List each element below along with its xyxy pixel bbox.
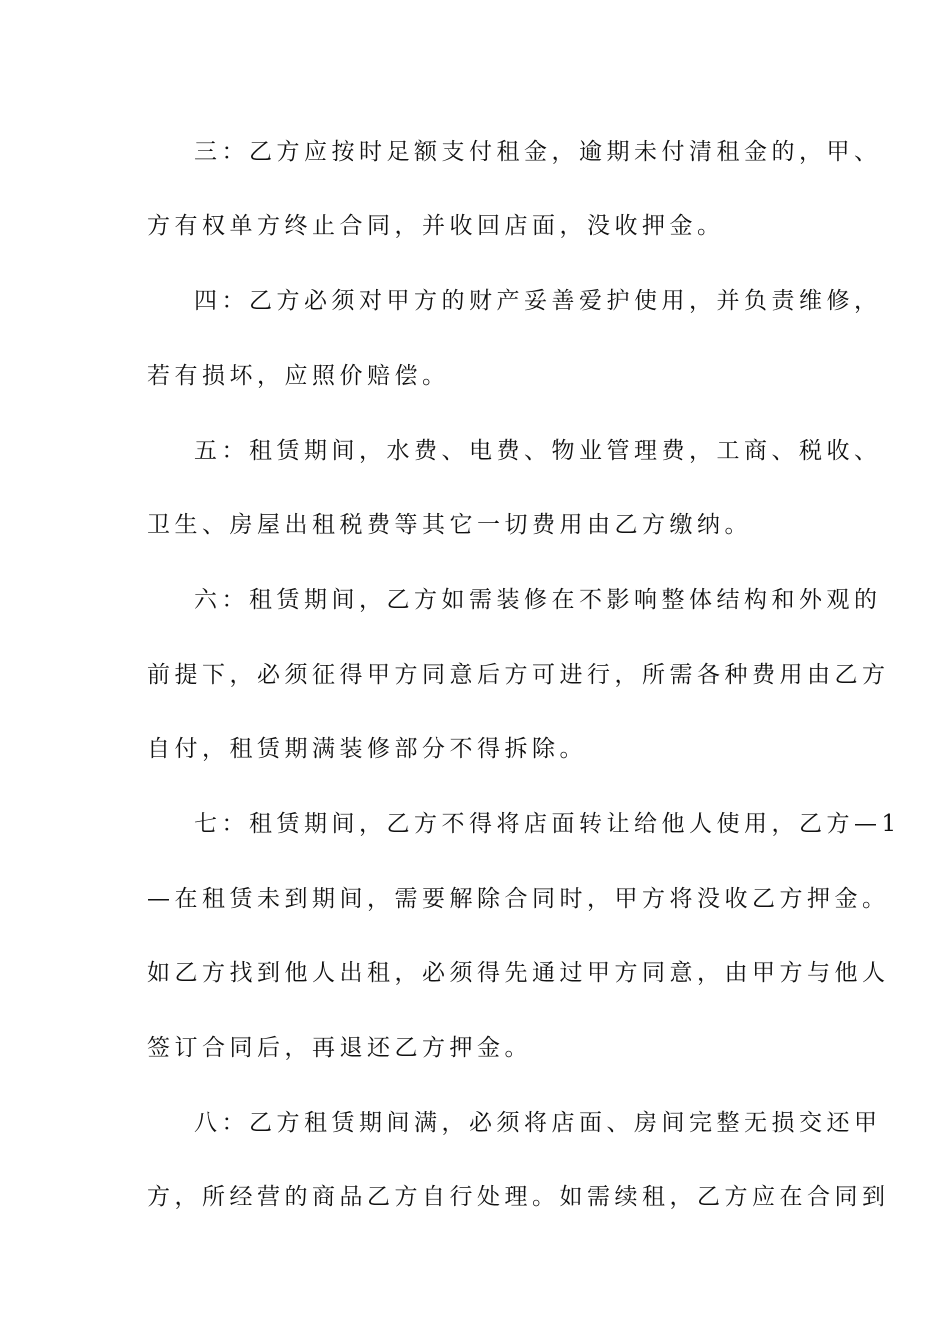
clause-7-line-4: 签订合同后，再退还乙方押金。 [147,1035,532,1061]
clause-7-line-2: —在租赁未到期间，需要解除合同时，甲方将没收乙方押金。 [147,886,890,912]
clause-3-line-1: 三：乙方应按时足额支付租金，逾期未付清租金的，甲、 [194,139,882,165]
clause-7-line-1: 七：租赁期间，乙方不得将店面转让给他人使用，乙方—1 [194,811,901,837]
clause-4-line-1: 四：乙方必须对甲方的财产妥善爱护使用，并负责维修， [194,288,882,314]
clause-7-line-3: 如乙方找到他人出租，必须得先通过甲方同意，由甲方与他人 [147,960,890,986]
clause-3-line-2: 方有权单方终止合同，并收回店面，没收押金。 [147,213,725,239]
clause-6-line-2: 前提下，必须征得甲方同意后方可进行，所需各种费用由乙方 [147,662,890,688]
clause-5-line-2: 卫生、房屋出租税费等其它一切费用由乙方缴纳。 [147,512,752,538]
clause-4-line-2: 若有损坏，应照价赔偿。 [147,363,450,389]
clause-5-line-1: 五：租赁期间，水费、电费、物业管理费，工商、税收、 [194,438,882,464]
clause-8-line-1: 八：乙方租赁期间满，必须将店面、房间完整无损交还甲 [194,1110,882,1136]
clause-6-line-3: 自付，租赁期满装修部分不得拆除。 [147,736,587,762]
clause-6-line-1: 六：租赁期间，乙方如需装修在不影响整体结构和外观的 [194,587,882,613]
clause-8-line-2: 方，所经营的商品乙方自行处理。如需续租，乙方应在合同到 [147,1184,890,1210]
